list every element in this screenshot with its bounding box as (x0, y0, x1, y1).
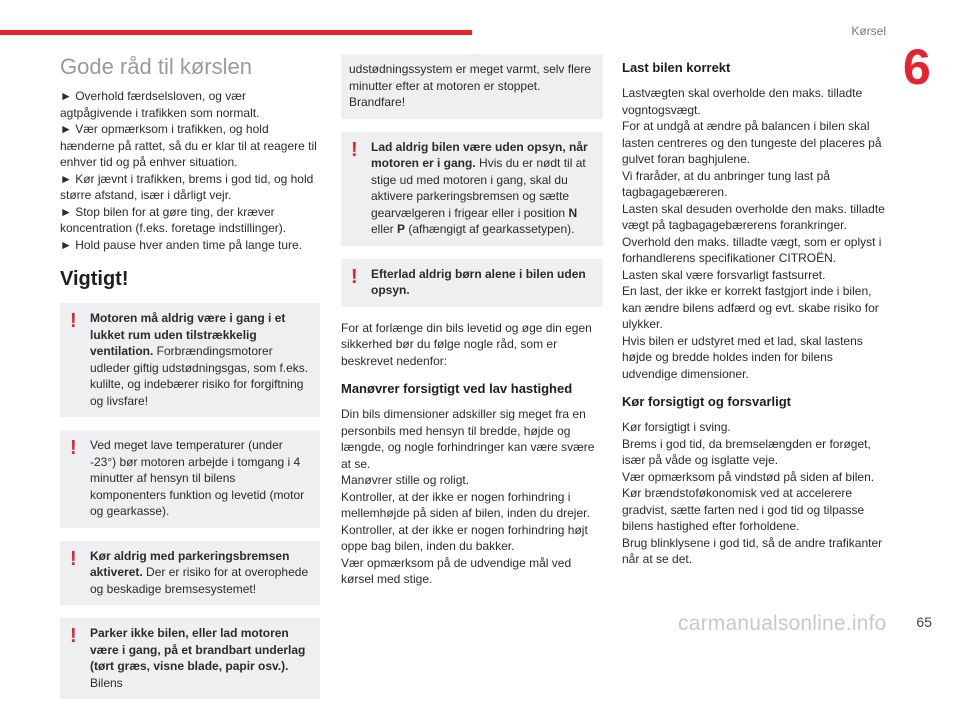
advice-item: ► Hold pause hver anden time på lange ture. (60, 237, 303, 252)
watermark: carmanualsonline.info (678, 612, 887, 635)
warning-lead: Motoren må aldrig være i gang i et lukket rum uden tilstrækkelig ventilation. (90, 311, 286, 358)
warning-exclamation-icon: ! (70, 547, 77, 570)
warning-exclamation-icon: ! (351, 138, 358, 161)
page-number: 65 (916, 614, 932, 630)
advice-list (60, 88, 320, 253)
warning-exclamation-icon: ! (70, 310, 77, 332)
warning-box (60, 430, 320, 528)
warning-text: Der er risiko for at overophede og beskadige bremsesystemet! (90, 565, 309, 596)
section-body: Kør forsigtigt i sving. Brems i god tid, da bremselængden er forøget, især på våde og isglatte veje. Vær opmærksom på vindstød på siden af bilen. Kør brændstoføkonomisk ved at accelerere gradvist, sætte farten ned i god tid og tilpasse bilens hastighed efter forholdene. Brug blinklysene i god tid, så de andre trafikanter når at se det. (622, 420, 883, 566)
advice-item: ► Stop bilen for at gøre ting, der kræver koncentration (f.eks. foretage indstillinger). (60, 204, 287, 235)
important-heading: Vigtigt! (60, 268, 129, 290)
gear-p: P (397, 222, 406, 236)
advice-item: ► Vær opmærksom i trafikken, og hold hænderne på rattet, så du er klar til at reagere til enhver tid og på enhver situation. (60, 122, 317, 169)
warning-exclamation-icon: ! (351, 265, 358, 288)
warning-box-continued (341, 54, 603, 119)
section-title: Kørsel (851, 24, 886, 38)
warning-lead: Lad aldrig bilen være uden opsyn, når motoren er i gang. (371, 139, 588, 170)
warning-box (60, 541, 320, 606)
warning-lead: Efterlad aldrig børn alene i bilen uden opsyn. (371, 266, 586, 297)
gear-n: N (568, 205, 578, 220)
section-heading: Manøvrer forsigtigt ved lav hastighed (341, 381, 573, 396)
warning-box (60, 618, 320, 699)
column-1 (60, 54, 320, 712)
warning-text: (afhængigt af gearkassetypen). (405, 222, 575, 236)
warning-text: eller (371, 222, 398, 236)
section-body: Din bils dimensioner adskiller sig meget fra en personbils med hensyn til bredde, højde og længde, og nogle forhindringer kan være svære at se. Manøvrer stille og roligt. Kontroller, at der ikke er nogen forhindring i mellemhøjde på siden af bilen, inden du drejer. Kontroller, at der ikke er nogen forhindring højt oppe bag bilen, inden du bakker. Vær opmærksom på de udvendige mål ved kørsel med stige. (341, 407, 595, 586)
warning-box (341, 259, 603, 307)
chapter-number: 6 (903, 39, 931, 95)
advice-item: ► Overhold færdselsloven, og vær agtpågivende i trafikken som normalt. (60, 89, 260, 120)
warning-box (341, 132, 603, 246)
warning-exclamation-icon: ! (70, 625, 77, 647)
warning-lead: Kør aldrig med parkeringsbremsen aktiveret. (90, 548, 290, 579)
page-heading: Gode råd til kørslen (60, 54, 252, 79)
advice-item: ► Kør jævnt i trafikken, brems i god tid, og hold større afstand, især i dårligt vejr. (60, 171, 314, 202)
warning-text: Ved meget lave temperaturer (under -23°) bør motoren arbejde i tomgang i 4 minutter af hensyn til bilens komponenters funktion og levetid (motor og gearkasse). (90, 438, 305, 518)
section-body: Lastvægten skal overholde den maks. tilladte vogntogsvægt. For at undgå at ændre på balancen i bilen skal lasten centreres og den tungeste del placeres på gulvet foran baghjulene. Vi fraråder, at du anbringer tung last på tagbagagebæreren. Lasten skal desuden overholde den maks. tilladte vægt på tagbagagebærerens forankringer. Overhold den maks. tilladte vægt, som er oplyst i forhandlerens specifikationer CITROËN. Lasten skal være forsvarligt fastsurret. En last, der ikke er korrekt fastgjort inde i bilen, kan ændre bilens adfærd og evt. skabe risiko for ulykker. Hvis bilen er udstyret med et lad, skal lastens højde og bredde holdes inden for bilens udvendige dimensioner. (622, 86, 885, 381)
section-heading: Kør forsigtigt og forsvarligt (622, 394, 791, 409)
section-heading: Last bilen korrekt (622, 60, 731, 75)
intro-paragraph: For at forlænge din bils levetid og øge din egen sikkerhed bør du følge nogle råd, som er beskrevet nedenfor: (341, 320, 592, 368)
warning-exclamation-icon: ! (70, 437, 77, 459)
warning-text: udstødningssystem er meget varmt, selv flere minutter efter at motoren er stoppet. Brandfare! (349, 62, 592, 109)
warning-text: Bilens (90, 675, 123, 690)
warning-text: Hvis du er nødt til at stige ud med motoren i gang, skal du aktivere parkeringsbremsen og sætte gearvælgeren i frigear eller i position (371, 156, 586, 220)
warning-box (60, 303, 320, 417)
column-3 (622, 54, 887, 568)
warning-text: Forbrændingsmotorer udleder giftig udstødningsgas, som f.eks. kulilte, og indebærer risiko for forgiftning og livsfare! (90, 344, 309, 408)
top-accent-bar (0, 30, 472, 35)
column-2 (341, 54, 603, 588)
warning-lead: Parker ikke bilen, eller lad motoren være i gang, på et brandbart underlag (tørt græs, visne blade, papir osv.). (90, 626, 306, 673)
